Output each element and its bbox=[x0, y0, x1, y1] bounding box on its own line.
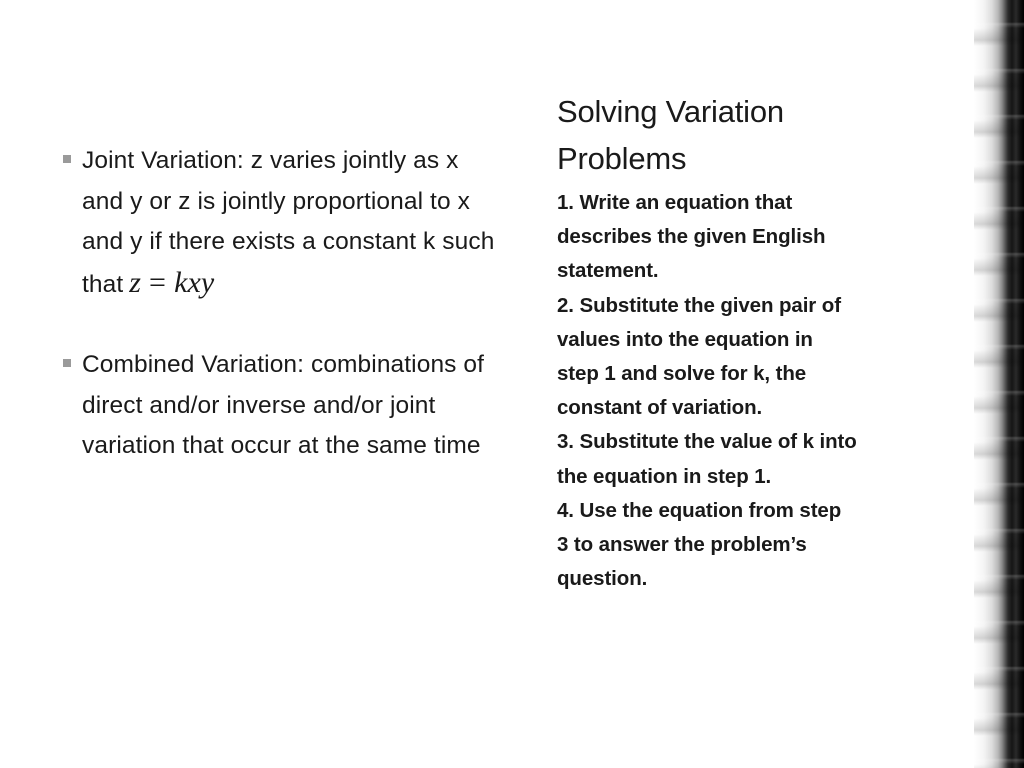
formula-equals: = bbox=[149, 265, 167, 299]
bullet-joint-variation bbox=[62, 141, 502, 305]
steps-title: Solving Variation Problems bbox=[557, 94, 784, 176]
step-3: 3. Substitute the value of k into the equation in step 1. bbox=[557, 430, 857, 488]
square-bullet-icon bbox=[63, 359, 71, 367]
decorative-edge-strip bbox=[974, 0, 1024, 768]
joint-variation-text: Joint Variation: z varies jointly as x and y or z is jointly proportional to x and y if there exists a constant k such that bbox=[82, 147, 495, 298]
step-4: 4. Use the equation from step 3 to answer the problem’s question. bbox=[557, 498, 842, 591]
right-column bbox=[557, 88, 857, 596]
joint-variation-formula bbox=[129, 266, 214, 299]
square-bullet-icon bbox=[63, 155, 71, 163]
step-2: 2. Substitute the given pair of values into the equation in step 1 and solve for k, the constant of variation. bbox=[557, 293, 841, 420]
left-column bbox=[62, 141, 502, 467]
combined-variation-text: Combined Variation: combinations of direct and/or inverse and/or joint variation that occur at the same time bbox=[82, 351, 485, 459]
formula-lhs: z bbox=[129, 265, 142, 299]
step-1: 1. Write an equation that describes the given English statement. bbox=[557, 191, 826, 283]
bullet-combined-variation bbox=[62, 345, 502, 467]
formula-rhs: kxy bbox=[174, 265, 215, 299]
